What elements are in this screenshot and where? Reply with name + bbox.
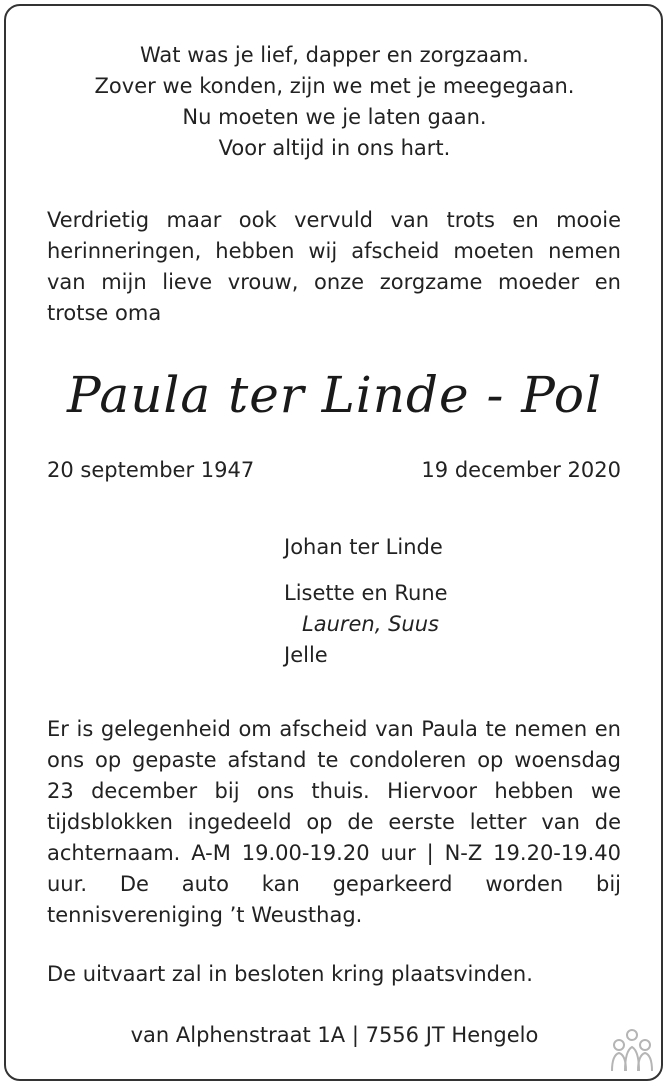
death-date: 19 december 2020 [421,458,621,482]
poem-line-4: Voor altijd in ons hart. [218,136,451,160]
people-group-icon [606,1025,658,1077]
address: van Alphenstraat 1A | 7556 JT Hengelo [130,1023,539,1047]
poem-line-3: Nu moeten we je laten gaan. [182,105,487,129]
intro-paragraph: Verdrietig maar ook vervuld van trots en mooie herinneringen, hebben wij afscheid moeten nemen van mijn lieve vrouw, onze zorgzame moeder en trotse oma [47,208,621,325]
family-child-1: Lisette en Rune [284,581,448,605]
poem-line-1: Wat was je lief, dapper en zorgzaam. [140,43,529,67]
birth-date: 20 september 1947 [47,458,255,482]
poem-line-2: Zover we konden, zijn we met je meegegaan. [94,74,575,98]
poem [0,40,669,164]
condolence-paragraph: Er is gelegenheid om afscheid van Paula te nemen en ons op gepaste afstand te condoleren op woensdag 23 december bij ons thuis. Hiervoor hebben we tijdsblokken ingedeeld op de eerste letter van de achternaam. A-M 19.00-19.20 uur | N-Z 19.20-19.40 uur. De auto kan geparkeerd worden bij tennisvereniging ’t Weusthag. [47,717,621,927]
family-husband: Johan ter Linde [284,535,443,559]
deceased-name: Paula ter Linde - Pol [67,366,602,424]
family-grandchildren: Lauren, Suus [302,612,439,636]
family-child-2: Jelle [284,643,328,667]
funeral-paragraph: De uitvaart zal in besloten kring plaatsvinden. [47,962,533,986]
